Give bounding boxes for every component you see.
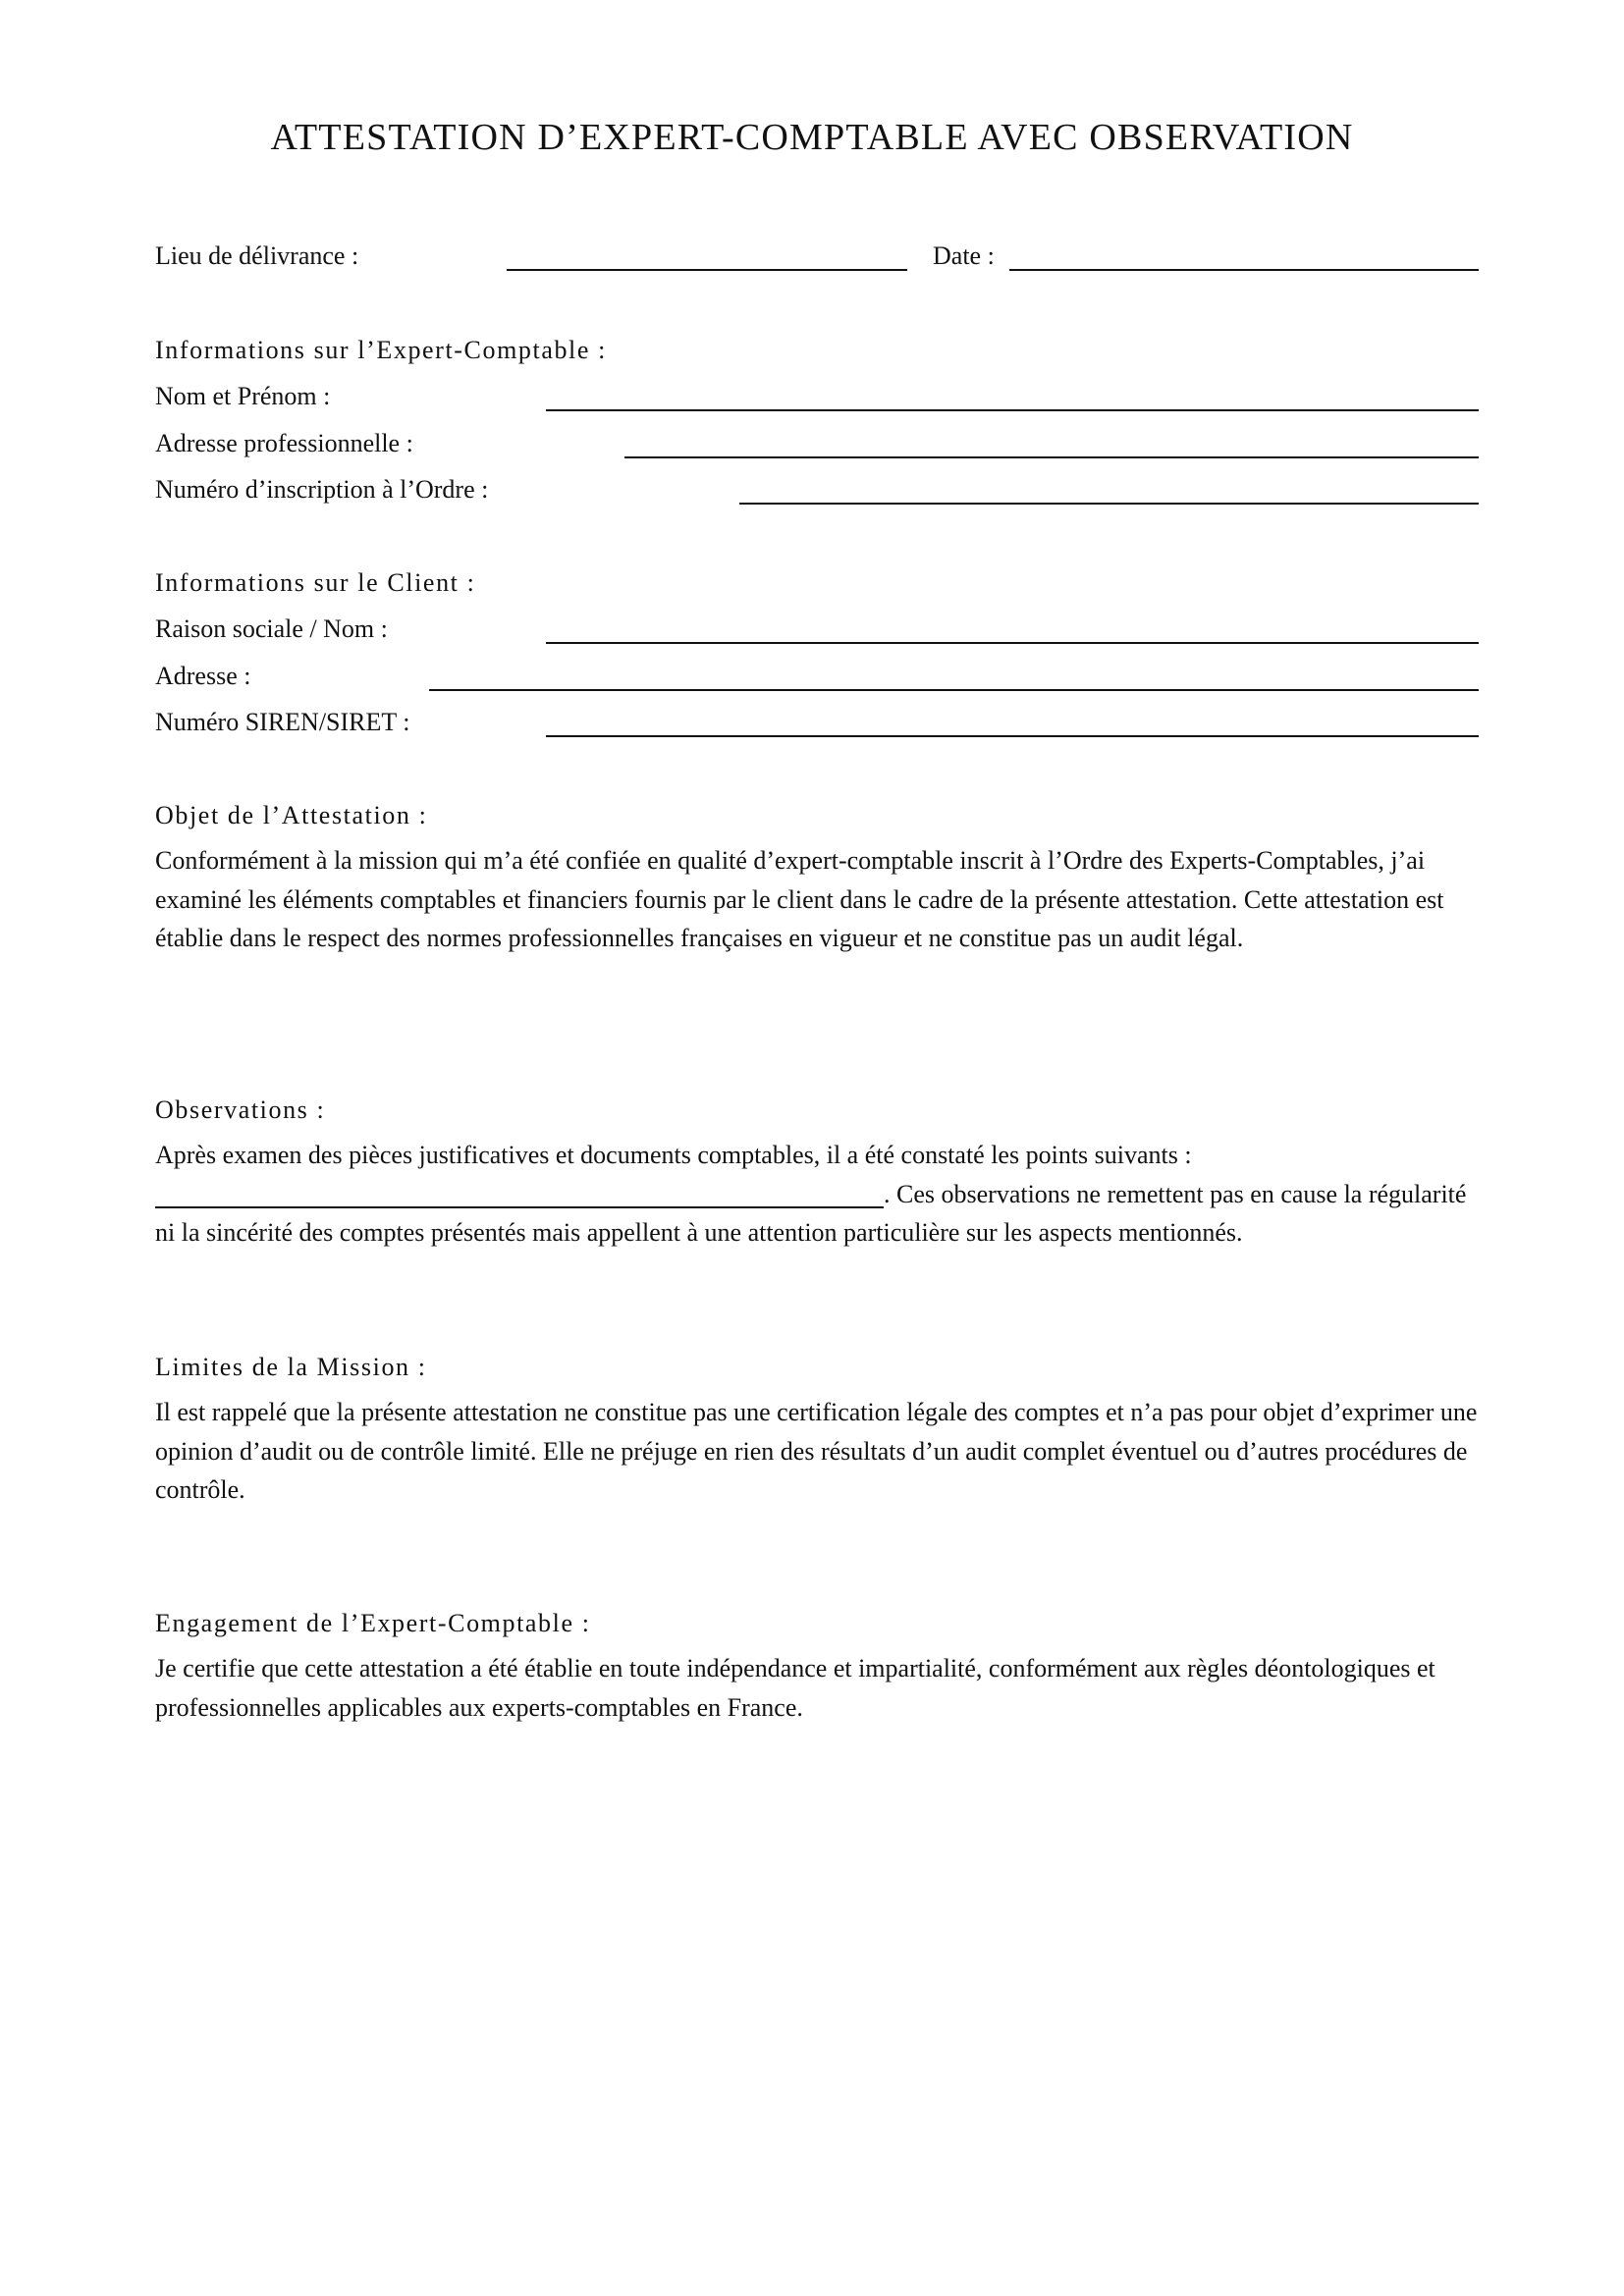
expert-address-label: Adresse professionnelle :: [155, 429, 413, 457]
observations-intro: Après examen des pièces justificatives et documents comptables, il a été constaté les points suivants :: [155, 1141, 1192, 1169]
expert-address-field[interactable]: [624, 456, 1479, 458]
purpose-text: Conformément à la mission qui m’a été confiée en qualité d’expert-comptable inscrit à l’Ordre des Experts-Comptables, j’ai examiné les éléments comptables et financiers fournis par le client dans le cadre de la présente attestation. Cette attestation est établie dans le respect des normes professionnelles françaises en vigueur et ne constitue pas un audit légal.: [155, 846, 1444, 952]
place-label: Lieu de délivrance :: [155, 241, 359, 270]
client-siren-label: Numéro SIREN/SIRET :: [155, 708, 410, 736]
expert-registration-label: Numéro d’inscription à l’Ordre :: [155, 475, 489, 504]
expert-name-field[interactable]: [546, 409, 1479, 411]
client-company-label: Raison sociale / Nom :: [155, 614, 388, 643]
observations-conclusion: . Ces observations ne remettent pas en cause la régularité ni la sincérité des comptes présentés mais appellent à une attention particulière sur les aspects mentionnés.: [155, 1179, 1467, 1247]
observations-blank-field[interactable]: [155, 1181, 884, 1208]
limits-heading: Limites de la Mission :: [155, 1353, 427, 1381]
client-address-label: Adresse :: [155, 662, 251, 690]
limits-text: Il est rappelé que la présente attestation ne constitue pas une certification légale des comptes et n’a pas pour objet d’exprimer une opinion d’audit ou de contrôle limité. Elle ne préjuge en rien des résultats d’un audit complet éventuel ou d’autres procédures de contrôle.: [155, 1398, 1478, 1504]
expert-name-label: Nom et Prénom :: [155, 382, 331, 410]
purpose-heading: Objet de l’Attestation :: [155, 801, 428, 829]
commitment-text: Je certifie que cette attestation a été établie en toute indépendance et impartialité, conformément aux règles déontologiques et professionnelles applicables aux experts-comptables en France.: [155, 1654, 1435, 1722]
client-company-field[interactable]: [546, 642, 1479, 644]
date-field[interactable]: [1009, 269, 1479, 271]
client-address-field[interactable]: [429, 689, 1479, 691]
document-title: ATTESTATION D’EXPERT-COMPTABLE AVEC OBSERVATION: [270, 117, 1354, 158]
expert-registration-field[interactable]: [739, 503, 1479, 505]
place-field[interactable]: [507, 269, 907, 271]
client-section-heading: Informations sur le Client :: [155, 568, 476, 597]
commitment-heading: Engagement de l’Expert-Comptable :: [155, 1609, 591, 1637]
expert-section-heading: Informations sur l’Expert-Comptable :: [155, 336, 607, 364]
client-siren-field[interactable]: [546, 735, 1479, 737]
observations-text: [155, 1136, 1490, 1253]
observations-heading: Observations :: [155, 1095, 326, 1124]
date-label: Date :: [933, 241, 995, 270]
